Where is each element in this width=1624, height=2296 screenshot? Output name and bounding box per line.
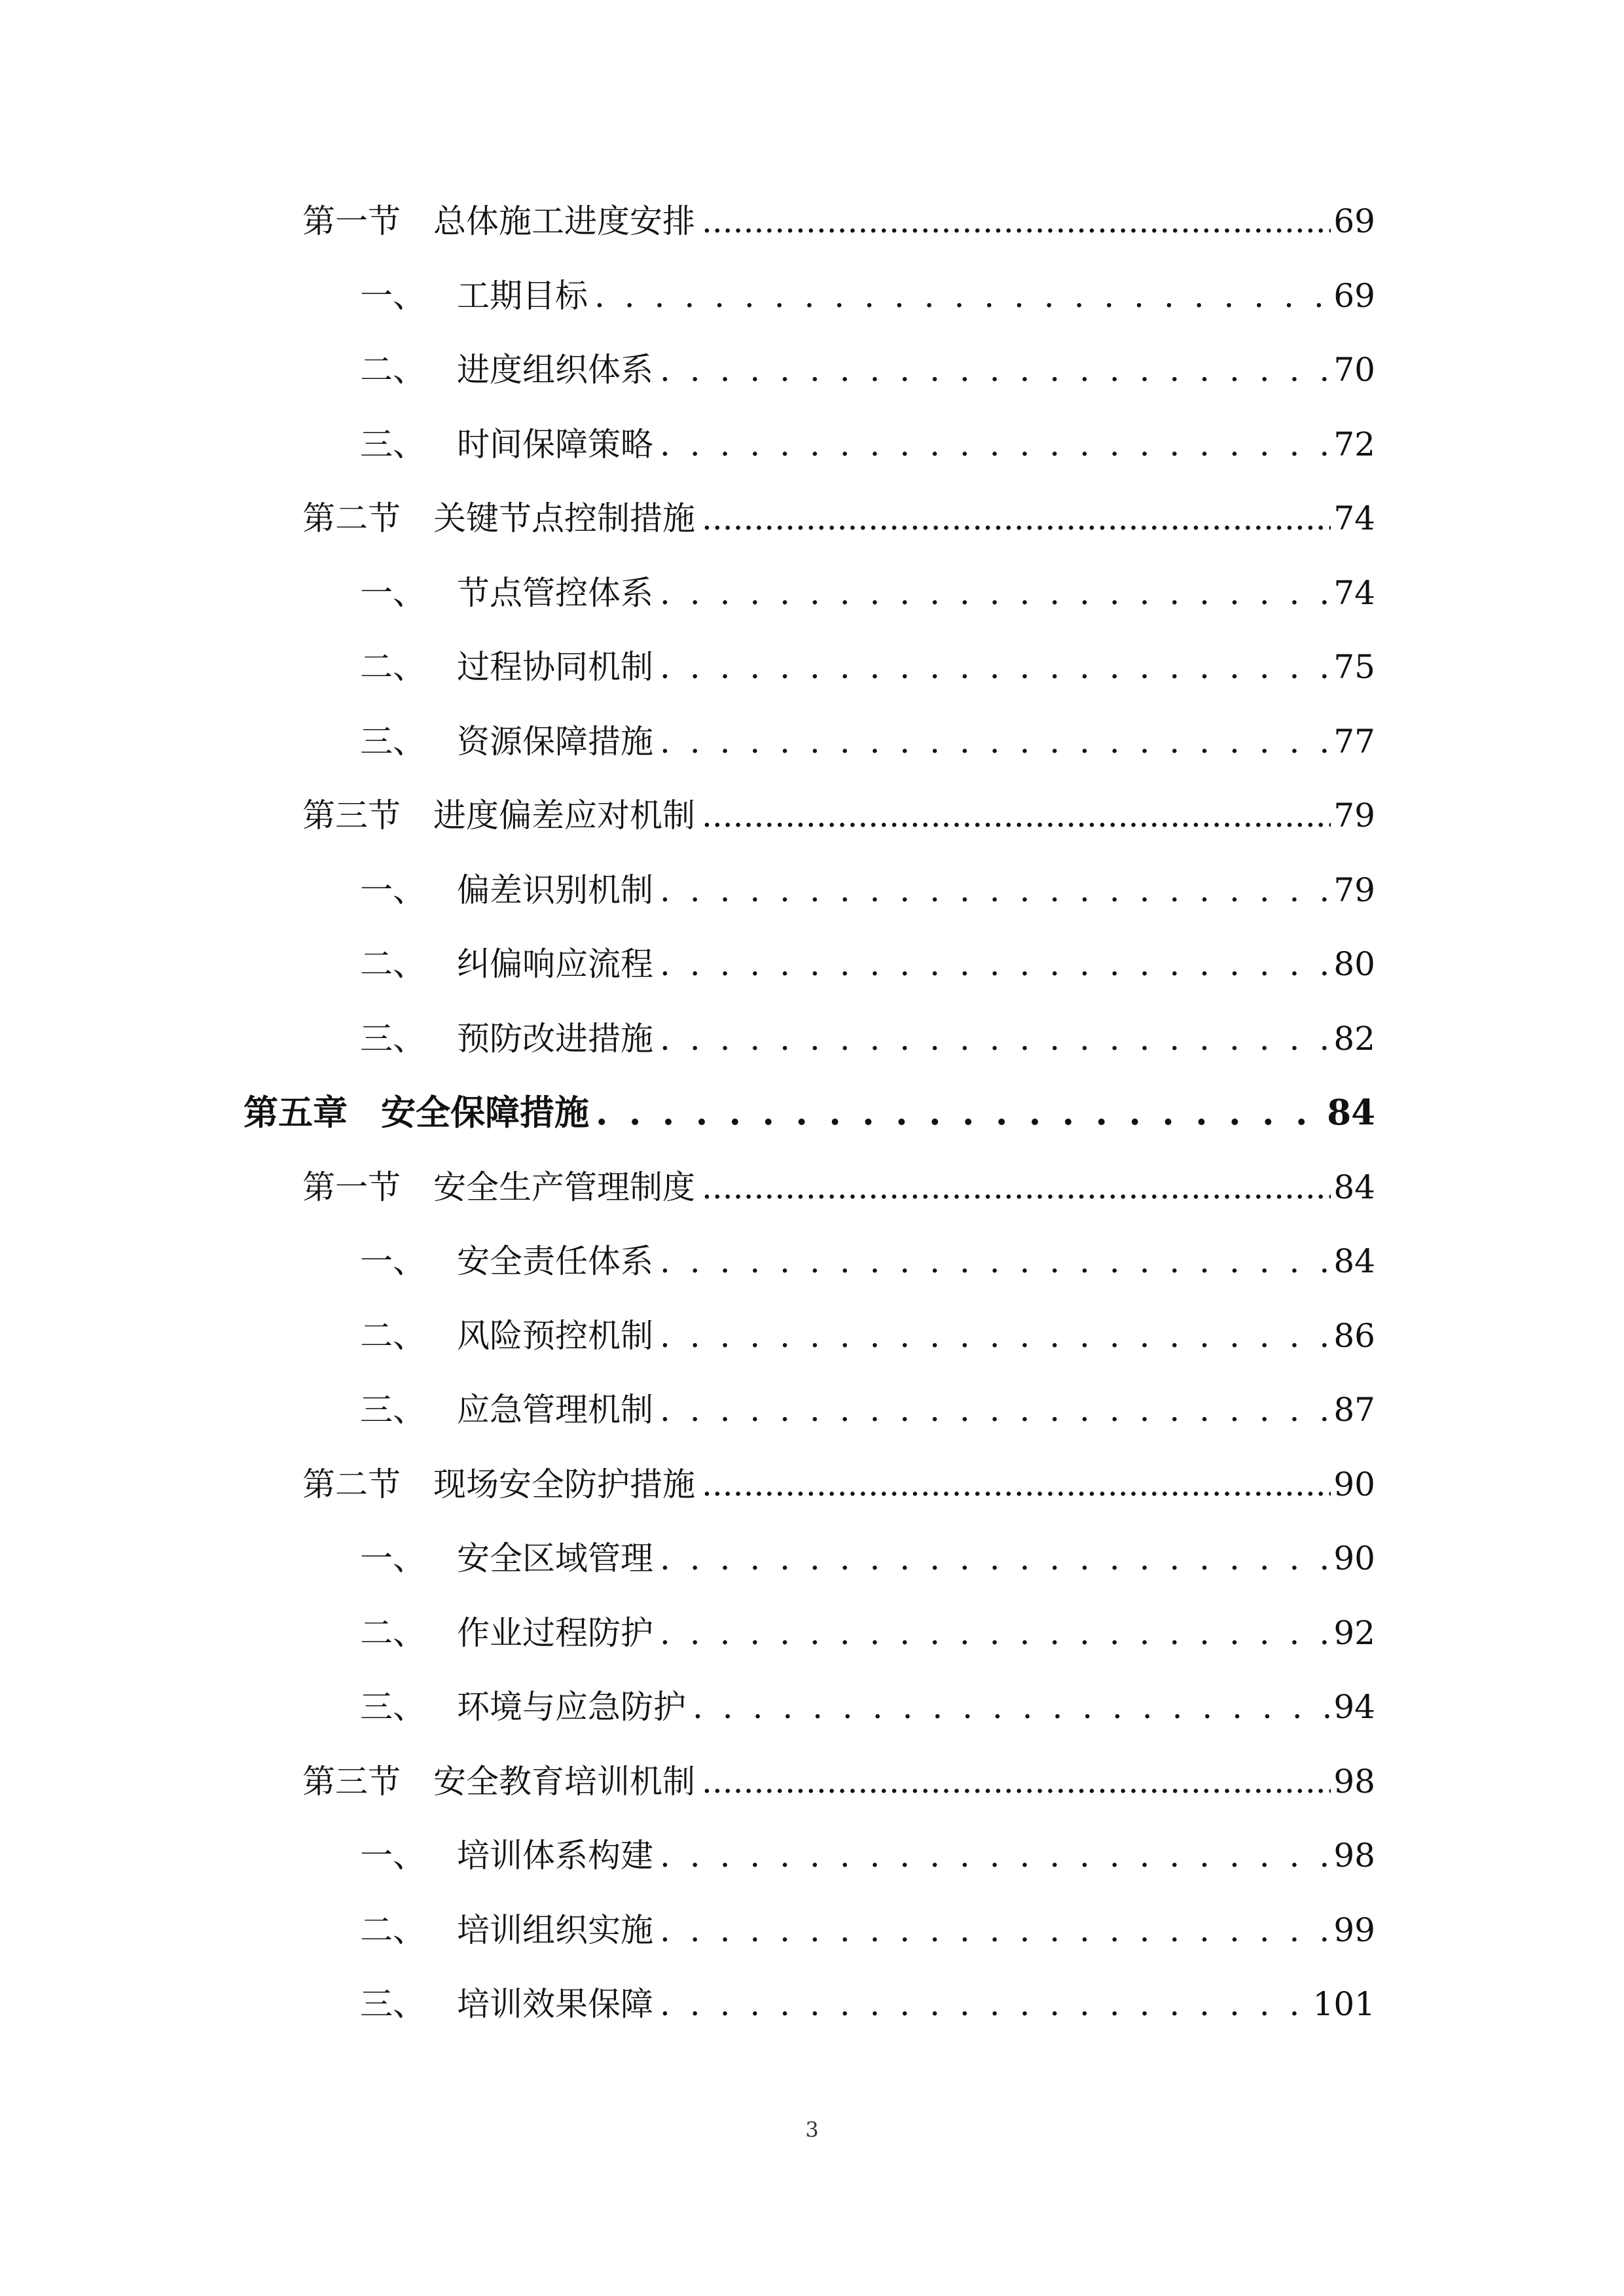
toc-entry-section[interactable] <box>302 492 1375 545</box>
toc-dot-leader <box>693 1681 1331 1733</box>
toc-entry-title: 安全保障措施 <box>381 1092 589 1133</box>
toc-entry-number: 一、 <box>360 277 425 315</box>
toc-entry-section[interactable] <box>302 1458 1375 1511</box>
toc-entry-number: 第一节 <box>302 1168 401 1206</box>
toc-entry-text <box>360 1235 653 1287</box>
toc-entry-item[interactable] <box>360 270 1375 322</box>
toc-entry-chapter[interactable] <box>244 1086 1375 1139</box>
toc-dot-leader <box>660 641 1331 693</box>
toc-entry-item[interactable] <box>360 1607 1375 1659</box>
toc-entry-title: 过程协同机制 <box>457 648 653 686</box>
toc-dot-leader <box>660 1013 1331 1065</box>
toc-entry-text <box>360 715 653 768</box>
toc-entry-number: 二、 <box>360 351 425 389</box>
toc-dot-leader <box>660 715 1331 768</box>
toc-dot-leader <box>702 1458 1331 1511</box>
toc-entry-item[interactable] <box>360 1681 1375 1733</box>
toc-entry-page: 98 <box>1333 1837 1375 1874</box>
toc-entry-item[interactable] <box>360 1904 1375 1956</box>
toc-entry-text <box>302 1161 695 1213</box>
toc-entry-item[interactable] <box>360 1532 1375 1585</box>
toc-entry-page: 77 <box>1333 723 1375 761</box>
toc-entry-item[interactable] <box>360 715 1375 768</box>
toc-entry-item[interactable] <box>360 864 1375 916</box>
toc-entry-page: 90 <box>1333 1465 1375 1503</box>
toc-entry-title: 作业过程防护 <box>457 1614 653 1652</box>
toc-entry-item[interactable] <box>360 1013 1375 1065</box>
toc-entry-text <box>360 641 653 693</box>
toc-entry-item[interactable] <box>360 1978 1375 2030</box>
toc-entry-title: 时间保障策略 <box>457 425 653 463</box>
toc-entry-page: 87 <box>1333 1391 1375 1429</box>
toc-entry-title: 关键节点控制措施 <box>433 499 695 537</box>
toc-entry-title: 节点管控体系 <box>457 574 653 612</box>
toc-entry-item[interactable] <box>360 567 1375 619</box>
toc-entry-number: 第三节 <box>302 797 401 834</box>
toc-entry-page: 99 <box>1333 1911 1375 1949</box>
toc-entry-text <box>360 1904 653 1956</box>
toc-entry-text <box>302 195 695 247</box>
toc-entry-title: 风险预控机制 <box>457 1317 653 1355</box>
toc-entry-number: 一、 <box>360 871 425 909</box>
toc-dot-leader <box>702 195 1331 247</box>
toc-dot-leader <box>660 567 1331 619</box>
toc-entry-text <box>360 567 653 619</box>
toc-entry-title: 安全责任体系 <box>457 1242 653 1280</box>
toc-entry-page: 86 <box>1333 1317 1375 1355</box>
toc-entry-number: 第五章 <box>244 1092 348 1133</box>
toc-entry-text <box>360 1310 653 1362</box>
toc-entry-number: 三、 <box>360 425 425 463</box>
toc-entry-title: 环境与应急防护 <box>457 1688 686 1726</box>
toc-dot-leader <box>660 1310 1331 1362</box>
toc-entry-page: 98 <box>1333 1763 1375 1801</box>
toc-entry-page: 74 <box>1333 499 1375 537</box>
toc-entry-number: 二、 <box>360 1317 425 1355</box>
toc-entry-page: 70 <box>1333 351 1375 389</box>
toc-entry-text <box>360 864 653 916</box>
toc-dot-leader <box>660 938 1331 990</box>
toc-entry-item[interactable] <box>360 1384 1375 1436</box>
toc-entry-page: 79 <box>1333 871 1375 909</box>
toc-entry-title: 进度偏差应对机制 <box>433 797 695 834</box>
toc-entry-title: 预防改进措施 <box>457 1020 653 1058</box>
toc-entry-title: 安全区域管理 <box>457 1539 653 1577</box>
toc-entry-page: 94 <box>1333 1688 1375 1726</box>
toc-dot-leader <box>702 789 1331 842</box>
toc-entry-text <box>302 1458 695 1511</box>
toc-dot-leader <box>702 1161 1331 1213</box>
toc-entry-page: 74 <box>1333 574 1375 612</box>
toc-entry-text <box>360 1532 653 1585</box>
toc-entry-text <box>302 492 695 545</box>
toc-entry-title: 现场安全防护措施 <box>433 1465 695 1503</box>
toc-dot-leader <box>660 418 1331 471</box>
toc-entry-text <box>360 344 653 396</box>
toc-entry-title: 工期目标 <box>457 277 588 315</box>
toc-entry-page: 84 <box>1333 1242 1375 1280</box>
toc-entry-page: 92 <box>1333 1614 1375 1652</box>
toc-entry-number: 第一节 <box>302 202 401 240</box>
toc-entry-item[interactable] <box>360 418 1375 471</box>
toc-entry-text <box>360 1681 686 1733</box>
toc-entry-page: 69 <box>1333 277 1375 315</box>
toc-entry-item[interactable] <box>360 1235 1375 1287</box>
page-number: 3 <box>805 2117 819 2142</box>
toc-entry-title: 培训体系构建 <box>457 1837 653 1874</box>
toc-entry-text <box>302 789 695 842</box>
toc-entry-number: 二、 <box>360 648 425 686</box>
toc-entry-number: 三、 <box>360 1688 425 1726</box>
toc-entry-page: 72 <box>1333 425 1375 463</box>
toc-entry-title: 进度组织体系 <box>457 351 653 389</box>
toc-entry-number: 一、 <box>360 1539 425 1577</box>
toc-dot-leader <box>660 344 1331 396</box>
toc-entry-section[interactable] <box>302 1755 1375 1808</box>
toc-entry-number: 三、 <box>360 1020 425 1058</box>
toc-entry-title: 培训效果保障 <box>457 1985 653 2023</box>
toc-entry-title: 安全教育培训机制 <box>433 1763 695 1801</box>
toc-dot-leader <box>660 1607 1331 1659</box>
toc-entry-text <box>360 1384 653 1436</box>
toc-entry-page: 84 <box>1327 1092 1375 1133</box>
toc-dot-leader <box>702 1755 1331 1808</box>
toc-entry-item[interactable] <box>360 1310 1375 1362</box>
toc-dot-leader <box>660 1904 1331 1956</box>
toc-entry-page: 69 <box>1333 202 1375 240</box>
toc-entry-title: 安全生产管理制度 <box>433 1168 695 1206</box>
toc-dot-leader <box>660 1978 1310 2030</box>
toc-entry-number: 二、 <box>360 1614 425 1652</box>
toc-entry-page: 75 <box>1333 648 1375 686</box>
toc-entry-text <box>360 1829 653 1882</box>
toc-dot-leader <box>660 1384 1331 1436</box>
toc-entry-page: 84 <box>1333 1168 1375 1206</box>
toc-entry-number: 第三节 <box>302 1763 401 1801</box>
toc-dot-leader <box>702 492 1331 545</box>
toc-entry-text <box>360 1978 653 2030</box>
toc-entry-number: 第二节 <box>302 499 401 537</box>
toc-entry-section[interactable] <box>302 789 1375 842</box>
toc-entry-section[interactable] <box>302 195 1375 247</box>
toc-entry-number: 三、 <box>360 1391 425 1429</box>
toc-entry-text <box>244 1086 589 1139</box>
toc-entry-title: 纠偏响应流程 <box>457 945 653 983</box>
toc-dot-leader <box>660 1235 1331 1287</box>
toc-entry-number: 二、 <box>360 1911 425 1949</box>
toc-dot-leader <box>660 864 1331 916</box>
toc-entry-title: 总体施工进度安排 <box>433 202 695 240</box>
toc-entry-text <box>360 1607 653 1659</box>
toc-entry-item[interactable] <box>360 641 1375 693</box>
toc-entry-page: 90 <box>1333 1539 1375 1577</box>
toc-dot-leader <box>660 1532 1331 1585</box>
toc-entry-title: 培训组织实施 <box>457 1911 653 1949</box>
toc-entry-item[interactable] <box>360 1829 1375 1882</box>
toc-dot-leader <box>594 270 1331 322</box>
toc-entry-text <box>360 938 653 990</box>
toc-entry-number: 三、 <box>360 723 425 761</box>
toc-entry-text <box>360 1013 653 1065</box>
toc-entry-number: 第二节 <box>302 1465 401 1503</box>
toc-entry-page: 82 <box>1333 1020 1375 1058</box>
toc-entry-text <box>360 418 653 471</box>
toc-dot-leader <box>660 1829 1331 1882</box>
toc-entry-number: 三、 <box>360 1985 425 2023</box>
toc-entry-number: 一、 <box>360 1242 425 1280</box>
toc-entry-number: 一、 <box>360 574 425 612</box>
toc-entry-number: 二、 <box>360 945 425 983</box>
toc-entry-title: 偏差识别机制 <box>457 871 653 909</box>
toc-entry-number: 一、 <box>360 1837 425 1874</box>
toc-entry-text <box>360 270 588 322</box>
toc-entry-text <box>302 1755 695 1808</box>
toc-entry-page: 101 <box>1312 1985 1375 2023</box>
toc-entry-page: 79 <box>1333 797 1375 834</box>
toc-entry-item[interactable] <box>360 344 1375 396</box>
toc-dot-leader <box>596 1086 1324 1139</box>
toc-entry-item[interactable] <box>360 938 1375 990</box>
toc-entry-section[interactable] <box>302 1161 1375 1213</box>
toc-entry-title: 应急管理机制 <box>457 1391 653 1429</box>
toc-entry-title: 资源保障措施 <box>457 723 653 761</box>
toc-entry-page: 80 <box>1333 945 1375 983</box>
